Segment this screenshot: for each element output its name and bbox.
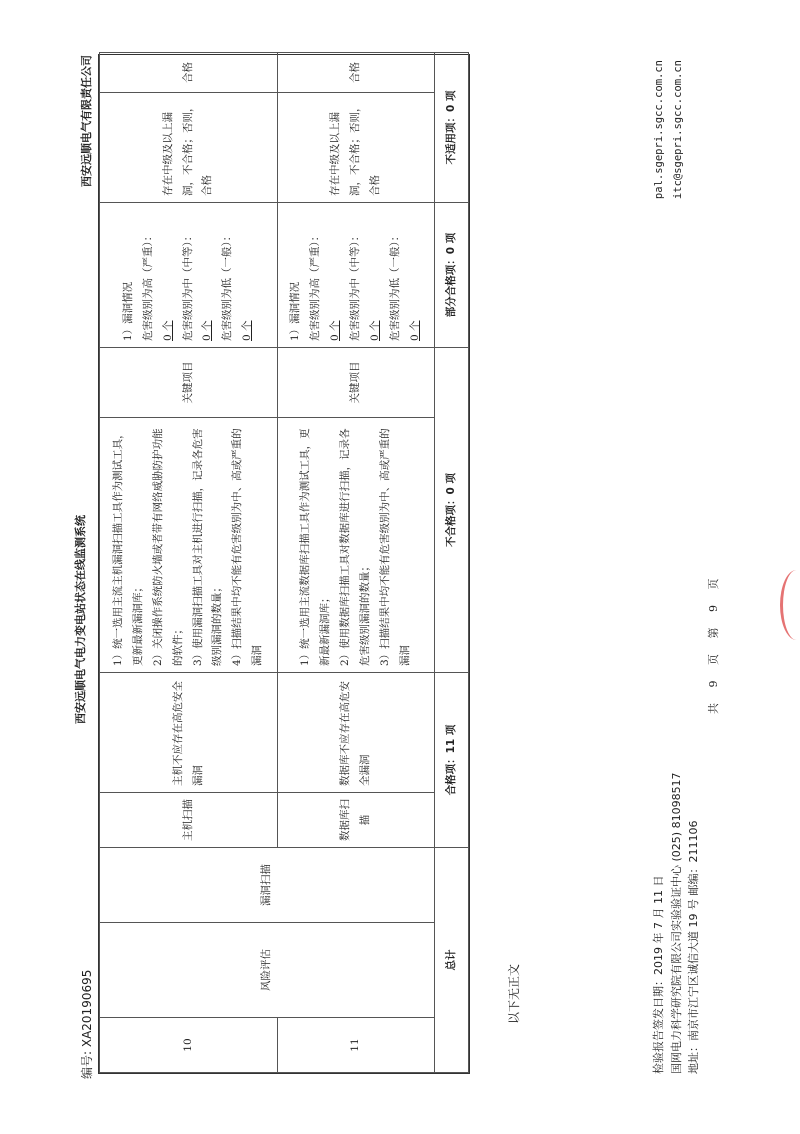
result-count: 0 个: [201, 320, 214, 341]
contact-emails: [650, 60, 688, 199]
table-row: [100, 53, 278, 1073]
address: 地址：南京市江宁区诚信大道 19 号 邮编：211106: [687, 820, 701, 1074]
email: itc@sgepri.sgcc.com.cn: [671, 60, 684, 200]
result-cell: [278, 203, 435, 348]
requirement-cell: 数据库不应存在高危安全漏洞: [278, 673, 435, 793]
method-line: 1）统一选用主流主机漏洞扫描工具作为测试工具，更新最新漏洞库；: [111, 428, 144, 666]
criterion-cell: 存在中级及以上漏洞，不合格；否则，合格: [100, 93, 278, 203]
item-cell: 主机扫描: [100, 793, 278, 848]
page-number: 共 9 页 第 9 页: [707, 572, 720, 714]
result-count: 0 个: [161, 320, 174, 341]
result-line: 1）漏洞情况: [121, 281, 134, 341]
method-cell: [100, 418, 278, 673]
subcategory-cell: 漏洞扫描: [100, 848, 435, 923]
method-line: 1）统一选用主流数据库扫描工具作为测试工具，更新最新漏洞库；: [299, 428, 332, 666]
item-type-cell: 关键项目: [278, 348, 435, 418]
criterion-cell: 存在中级及以上漏洞，不合格；否则，合格: [278, 93, 435, 203]
result-line: 1）漏洞情况: [289, 281, 302, 341]
summary-label: 总计: [435, 848, 469, 1073]
result-line: 危害级别为中（中等）：: [349, 230, 362, 341]
method-cell: [278, 418, 435, 673]
category-cell: 风险评估: [100, 923, 435, 1018]
method-line: 3）扫描结果中均不能有危害级别为中、高或严重的漏洞: [378, 428, 411, 666]
method-line: 2）使用数据库扫描工具对数据库进行扫描，记录各危害级别漏洞的数量；: [339, 428, 372, 666]
footer-info: [650, 772, 703, 1074]
summary-na: 不适用项：0 项: [435, 53, 469, 203]
conclusion-cell: 合格: [100, 53, 278, 93]
item-cell: 数据库扫描: [278, 793, 435, 848]
result-count: 0 个: [408, 320, 421, 341]
company-name: 西安远顺电气有限责任公司: [80, 55, 93, 187]
result-line: 危害级别为高（严重）：: [309, 230, 322, 341]
row-number: 10: [100, 1018, 278, 1073]
summary-pass: 合格项：11 项: [435, 673, 469, 848]
result-line: 危害级别为中（中等）：: [181, 230, 194, 341]
report-number: 编号: XA20190695: [80, 969, 94, 1079]
conclusion-cell: 合格: [278, 53, 435, 93]
item-type-cell: 关键项目: [100, 348, 278, 418]
row-number: 11: [278, 1018, 435, 1073]
test-results-table: [98, 54, 470, 1074]
result-cell: [100, 203, 278, 348]
method-line: 3）使用漏洞扫描工具对主机进行扫描，记录各危害级别漏洞的数量；: [191, 428, 224, 666]
requirement-cell: 主机不应存在高危安全漏洞: [100, 673, 278, 793]
system-title: 西安远顺电气电力变电站状态在线监测系统: [74, 515, 87, 724]
result-count: 0 个: [241, 320, 254, 341]
result-count: 0 个: [329, 320, 342, 341]
method-line: 4）扫描结果中均不能有危害级别为中、高或严重的漏洞: [231, 428, 264, 666]
result-count: 0 个: [368, 320, 381, 341]
method-line: 2）关闭操作系统防火墙或者带有网络威胁防护功能的软件；: [151, 428, 184, 666]
email: pal.sgepri.sgcc.com.cn: [653, 60, 665, 200]
organization: 国网电力科学研究院有限公司实验验证中心 (025) 81098517: [669, 772, 683, 1074]
result-line: 危害级别为低（一般）：: [388, 230, 401, 341]
summary-row: [435, 53, 469, 1073]
summary-partial: 部分合格项：0 项: [435, 203, 469, 348]
end-of-text-note: 以下无正文: [507, 963, 521, 1024]
result-line: 危害级别为低（一般）：: [221, 230, 234, 341]
result-line: 危害级别为高（严重）：: [141, 230, 154, 341]
summary-fail: 不合格项：0 项: [435, 348, 469, 673]
issue-date: 检验报告签发日期：2019 年 7 月 11 日: [652, 875, 665, 1074]
